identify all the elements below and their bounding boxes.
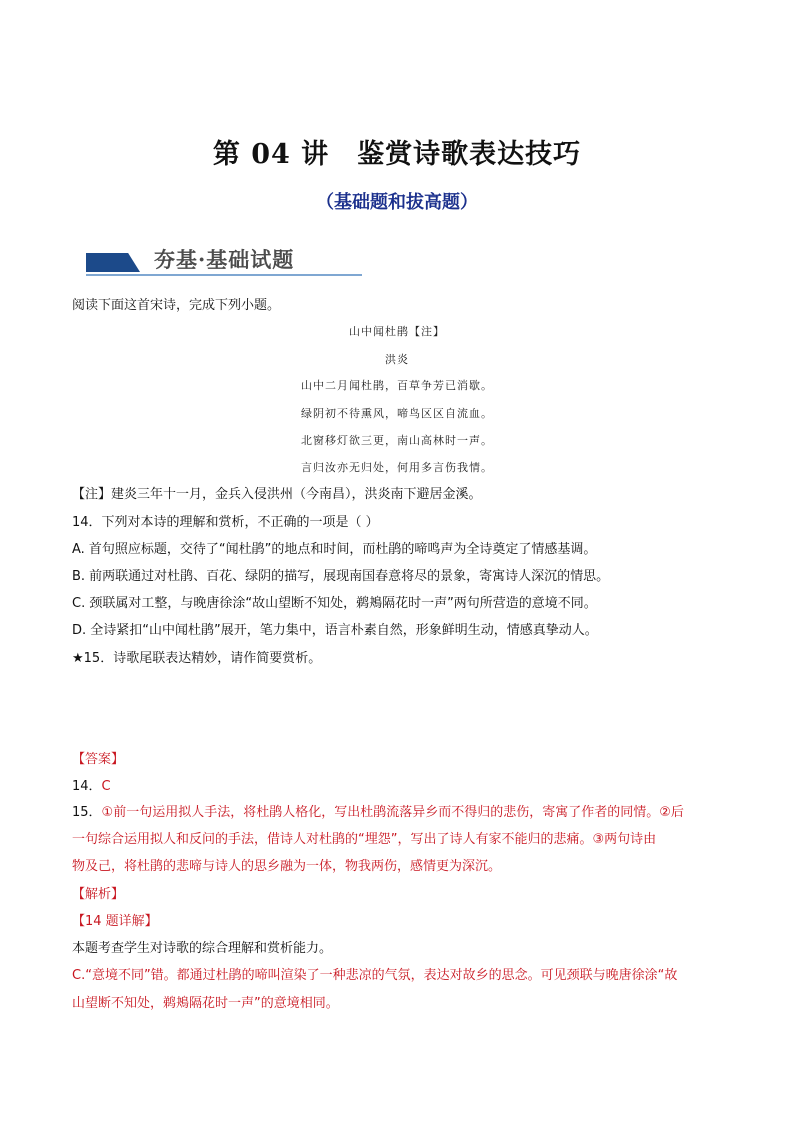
poem-line: 绿阴初不待熏风，啼鸟区区自流血。 (301, 407, 493, 420)
banner-underline (86, 274, 362, 276)
poem-line: 言归汝亦无归处，何用多言伤我情。 (301, 461, 493, 474)
option-a: A. 首句照应标题，交待了“闻杜鹃”的地点和时间，而杜鹃的啼鸣声为全诗奠定了情感基调。 (72, 542, 597, 557)
poem-title: 山中闻杜鹃【注】 (349, 325, 445, 338)
reading-intro: 阅读下面这首宋诗，完成下列小题。 (72, 298, 281, 313)
banner-bar (86, 253, 140, 272)
option-d: D. 全诗紧扣“山中闻杜鹃”展开，笔力集中，语言朴素自然，形象鲜明生动，情感真挚动人。 (72, 623, 598, 638)
poem-line: 山中二月闻杜鹃，百草争芳已消歇。 (301, 379, 493, 392)
answer-15-line (72, 804, 684, 821)
analysis-text: 山望断不知处，鹈鴂隔花时一声”的意境相同。 (72, 996, 339, 1011)
answer-15-line: 物及己，将杜鹃的悲啼与诗人的思乡融为一体，物我两伤，感情更为深沉。 (72, 859, 502, 874)
answer-15-text: ①前一句运用拟人手法，将杜鹃人格化，写出杜鹃流落异乡而不得归的悲伤，寄寓了作者的同情。②后 (101, 805, 684, 820)
poem-author: 洪炎 (385, 353, 409, 366)
lecture-number: 第 04 讲 (212, 139, 330, 170)
lecture-topic: 鉴赏诗歌表达技巧 (357, 139, 582, 170)
section-banner (86, 244, 366, 276)
question-15-stem: ★15．诗歌尾联表达精妙，请作简要赏析。 (72, 651, 322, 666)
analysis-label: 【解析】 (72, 887, 125, 902)
poem-line: 北窗移灯欲三更，南山高林时一声。 (301, 434, 493, 447)
answer-15-number: 15． (72, 805, 102, 820)
page-subtitle: （基础题和拔高题） (316, 192, 478, 213)
answer-14-value: C (101, 779, 111, 794)
page-title (0, 132, 794, 171)
question-14-stem: 14．下列对本诗的理解和赏析，不正确的一项是（ ） (72, 515, 379, 530)
section-banner-label: 夯基·基础试题 (154, 247, 295, 272)
analysis-text: C.“意境不同”错。都通过杜鹃的啼叫渲染了一种悲凉的气氛，表达对故乡的思念。可见颈联与晚唐徐涂“故 (72, 968, 678, 983)
option-c: C. 颈联属对工整，与晚唐徐涂“故山望断不知处，鹈鴂隔花时一声”两句所营造的意境不同。 (72, 596, 597, 611)
answer-14-number: 14． (72, 779, 102, 794)
analysis-text: 本题考查学生对诗歌的综合理解和赏析能力。 (72, 941, 333, 956)
answer-14 (72, 778, 111, 795)
poem-note: 【注】建炎三年十一月，金兵入侵洪州（今南昌），洪炎南下避居金溪。 (72, 487, 482, 502)
answer-label: 【答案】 (72, 752, 125, 767)
analysis-14-label: 【14 题详解】 (72, 914, 158, 929)
answer-15-line: 一句综合运用拟人和反问的手法，借诗人对杜鹃的“埋怨”，写出了诗人有家不能归的悲痛。③两句诗由 (72, 832, 657, 847)
option-b: B. 前两联通过对杜鹃、百花、绿阴的描写，展现南国春意将尽的景象，寄寓诗人深沉的情思。 (72, 569, 610, 584)
